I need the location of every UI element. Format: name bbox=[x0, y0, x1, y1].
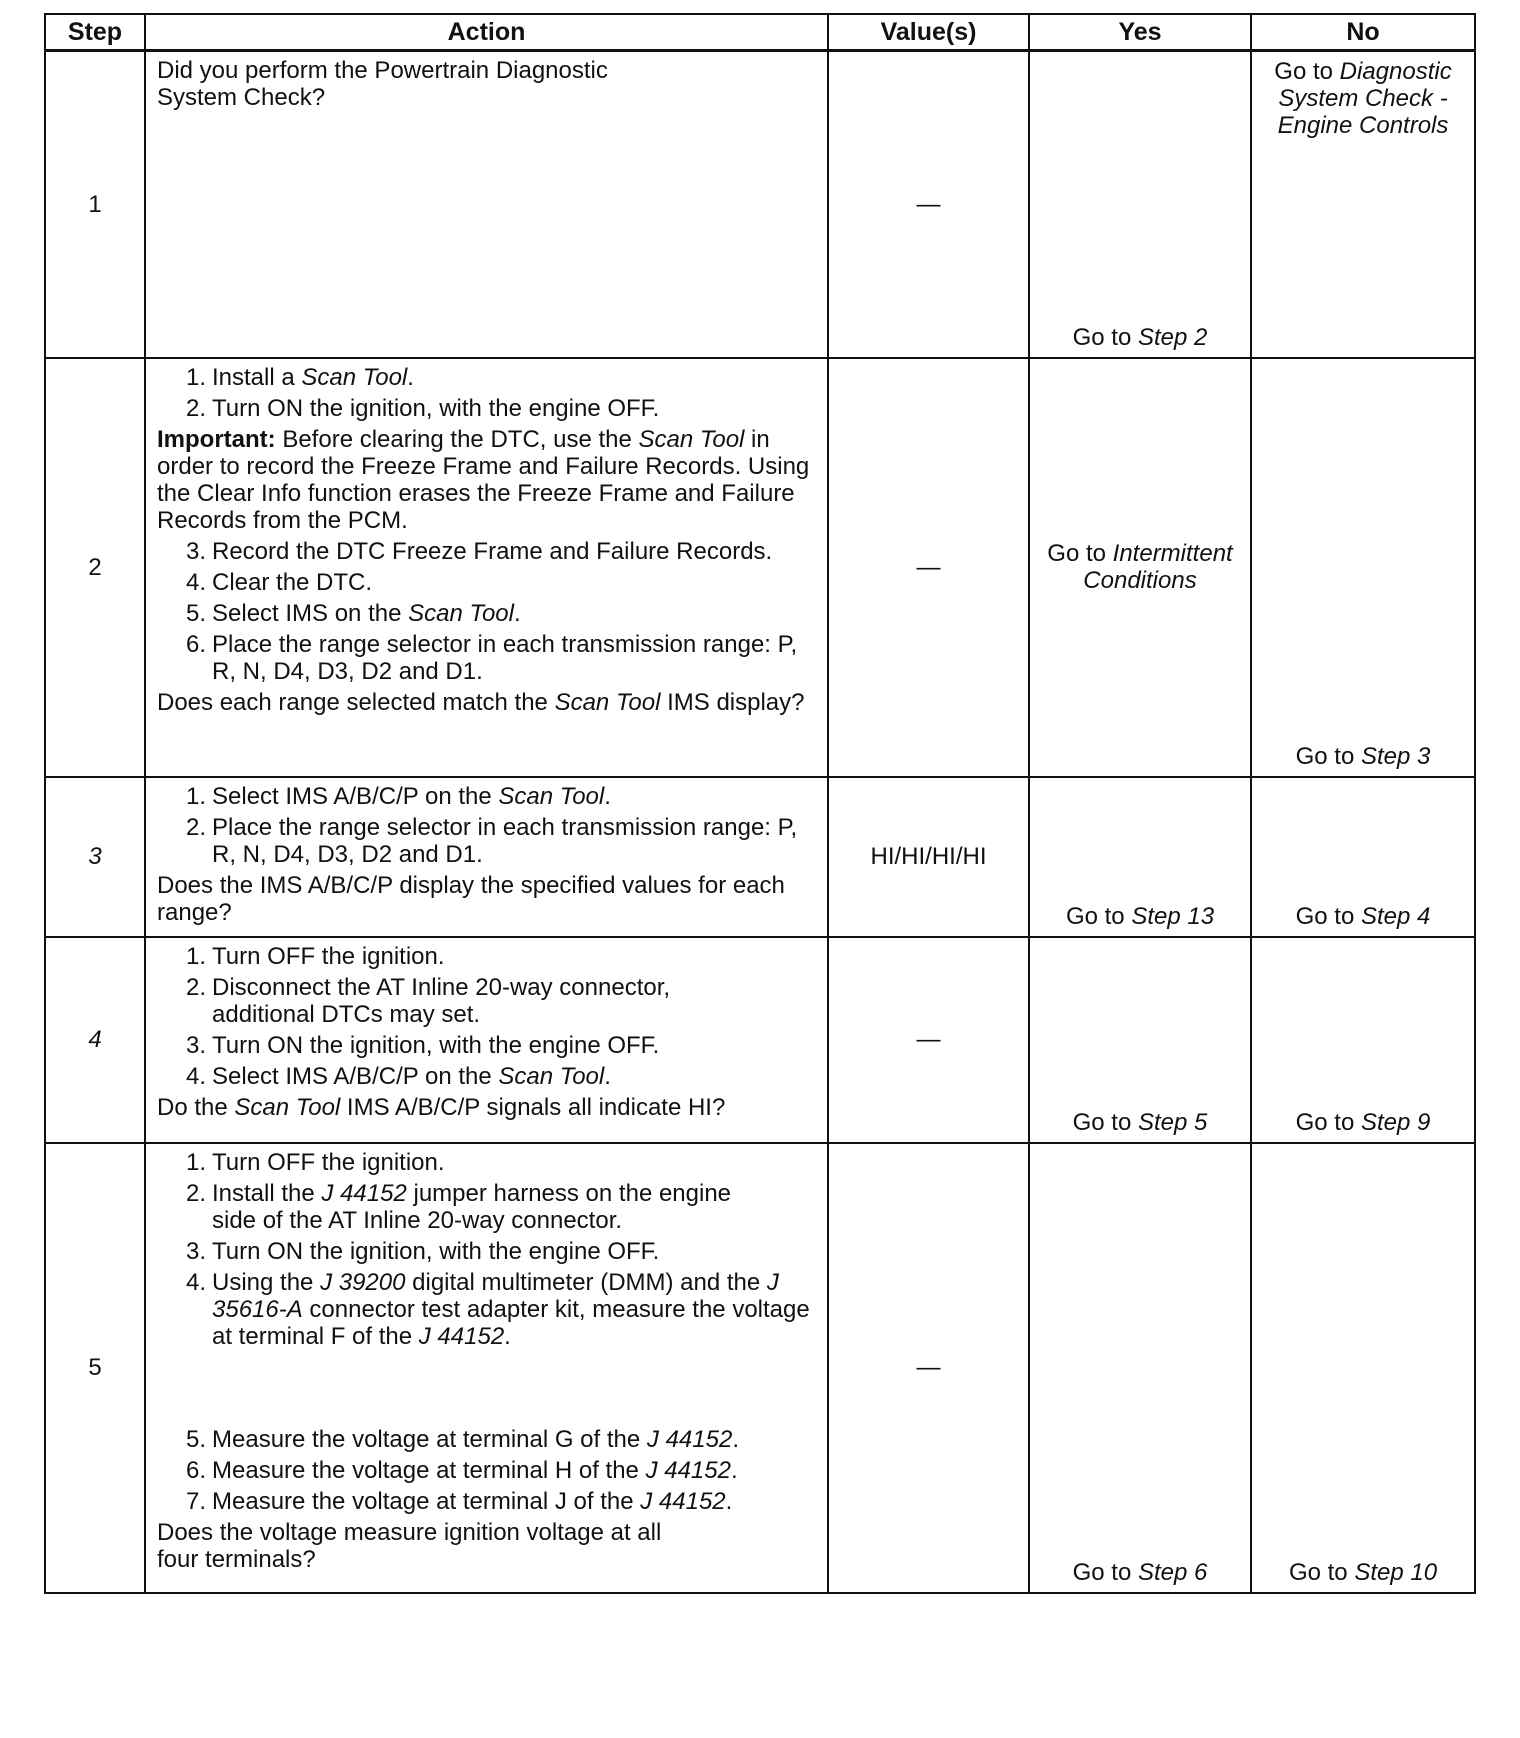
no-cell bbox=[1251, 358, 1475, 777]
value-cell: HI/HI/HI/HI bbox=[828, 777, 1029, 937]
value-cell: — bbox=[828, 51, 1029, 358]
diagnostic-table-document bbox=[44, 13, 1474, 1594]
action-question: Do the Scan Tool IMS A/B/C/P signals all indicate HI? bbox=[157, 1093, 726, 1121]
list-item: 4. Select IMS A/B/C/P on the Scan Tool. bbox=[185, 1062, 611, 1090]
action-cell bbox=[145, 937, 828, 1143]
list-item: 6. Place the range selector in each transmission range: P, R, N, D4, D3, D2 and D1. bbox=[185, 630, 798, 685]
header-yes: Yes bbox=[1029, 14, 1251, 51]
header-values: Value(s) bbox=[828, 14, 1029, 51]
table-row bbox=[45, 1143, 1475, 1593]
yes-link[interactable]: Go to Intermittent Conditions bbox=[1047, 540, 1233, 594]
table-row bbox=[45, 51, 1475, 358]
list-item: 7. Measure the voltage at terminal J of the J 44152. bbox=[185, 1487, 733, 1515]
table-row bbox=[45, 937, 1475, 1143]
no-link[interactable]: Go to Step 9 bbox=[1295, 1108, 1431, 1136]
list-item: 4. Clear the DTC. bbox=[185, 568, 373, 596]
list-item: 4. Using the J 39200 digital multimeter (DMM) and the J 35616-A connector test adapter kit, measure the voltage at terminal F of the J 44152. bbox=[185, 1268, 810, 1350]
action-question: Does each range selected match the Scan Tool IMS display? bbox=[157, 688, 805, 716]
list-item: 3. Turn ON the ignition, with the engine OFF. bbox=[185, 1237, 660, 1265]
yes-link[interactable]: Go to Step 13 bbox=[1065, 902, 1215, 930]
list-item: 1. Turn OFF the ignition. bbox=[185, 1148, 445, 1176]
list-item: 3. Turn ON the ignition, with the engine OFF. bbox=[185, 1031, 660, 1059]
yes-cell bbox=[1029, 358, 1251, 777]
yes-link[interactable]: Go to Step 5 bbox=[1072, 1108, 1208, 1136]
value-cell: — bbox=[828, 358, 1029, 777]
list-item: 5. Measure the voltage at terminal G of the J 44152. bbox=[185, 1425, 739, 1453]
table-row bbox=[45, 358, 1475, 777]
step-number: 1 bbox=[45, 51, 145, 358]
no-cell bbox=[1251, 1143, 1475, 1593]
list-item: 2. Install the J 44152 jumper harness on the engine side of the AT Inline 20-way connector. bbox=[185, 1179, 732, 1234]
no-link[interactable]: Go to Diagnostic System Check - Engine Controls bbox=[1274, 58, 1452, 139]
action-question: Does the IMS A/B/C/P display the specified values for each range? bbox=[157, 871, 785, 926]
diagnostic-table bbox=[44, 13, 1476, 1594]
no-cell bbox=[1251, 937, 1475, 1143]
list-item: 5. Select IMS on the Scan Tool. bbox=[185, 599, 521, 627]
yes-cell bbox=[1029, 51, 1251, 358]
yes-link[interactable]: Go to Step 6 bbox=[1072, 1558, 1208, 1586]
header-row bbox=[45, 14, 1475, 51]
action-question: Did you perform the Powertrain Diagnostic System Check? bbox=[157, 57, 608, 111]
yes-cell bbox=[1029, 777, 1251, 937]
header-step: Step bbox=[45, 14, 145, 51]
step-number: 2 bbox=[45, 358, 145, 777]
action-cell bbox=[145, 1143, 828, 1593]
list-item: 1. Select IMS A/B/C/P on the Scan Tool. bbox=[185, 782, 611, 810]
yes-cell bbox=[1029, 937, 1251, 1143]
step-number: 4 bbox=[45, 937, 145, 1143]
value-cell: — bbox=[828, 1143, 1029, 1593]
header-action: Action bbox=[145, 14, 828, 51]
yes-link[interactable]: Go to Step 2 bbox=[1072, 323, 1208, 351]
list-item: 3. Record the DTC Freeze Frame and Failure Records. bbox=[185, 537, 773, 565]
table-row bbox=[45, 777, 1475, 937]
list-item: 2. Place the range selector in each transmission range: P, R, N, D4, D3, D2 and D1. bbox=[185, 813, 798, 868]
no-link[interactable]: Go to Step 10 bbox=[1288, 1558, 1438, 1586]
no-link[interactable]: Go to Step 3 bbox=[1295, 742, 1431, 770]
no-link[interactable]: Go to Step 4 bbox=[1295, 902, 1431, 930]
action-question: Does the voltage measure ignition voltage at all four terminals? bbox=[157, 1518, 662, 1573]
value-cell: — bbox=[828, 937, 1029, 1143]
list-item: 2. Disconnect the AT Inline 20-way connector, additional DTCs may set. bbox=[185, 973, 671, 1028]
yes-cell bbox=[1029, 1143, 1251, 1593]
list-item: 6. Measure the voltage at terminal H of the J 44152. bbox=[185, 1456, 738, 1484]
step-number: 5 bbox=[45, 1143, 145, 1593]
action-cell bbox=[145, 51, 828, 358]
no-cell bbox=[1251, 51, 1475, 358]
important-note: Important: Before clearing the DTC, use the Scan Tool in order to record the Freeze Frame and Failure Records. Using the Clear Info function erases the Freeze Frame and Failure Records from the PCM. bbox=[157, 425, 810, 534]
action-cell bbox=[145, 358, 828, 777]
list-item: 2. Turn ON the ignition, with the engine OFF. bbox=[185, 394, 660, 422]
header-no: No bbox=[1251, 14, 1475, 51]
no-cell bbox=[1251, 777, 1475, 937]
step-number: 3 bbox=[45, 777, 145, 937]
list-item: 1. Turn OFF the ignition. bbox=[185, 942, 445, 970]
action-cell bbox=[145, 777, 828, 937]
list-item: 1. Install a Scan Tool. bbox=[185, 363, 414, 391]
